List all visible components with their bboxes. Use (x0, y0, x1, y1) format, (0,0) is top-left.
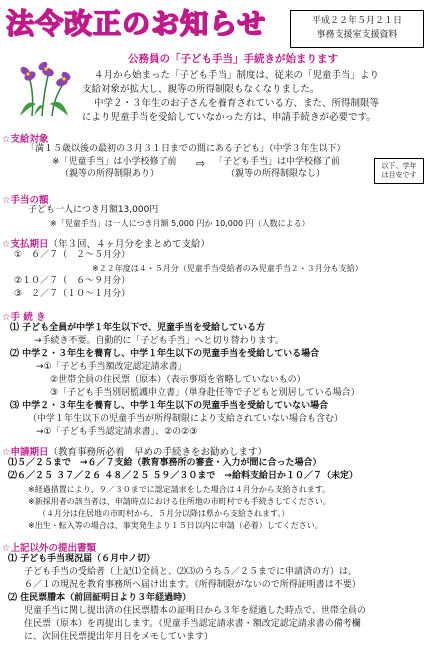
intro-line: 中学２・３年生のお子さんを養育されている方、また、所得制限等 (94, 98, 380, 109)
docs-line: 住民票（原本）を再提出します。（児童手当認定請求書・額改定認定請求書の備考欄 (24, 619, 361, 629)
payment-item: ②１０／７（ ６～９月分） (14, 276, 131, 286)
docs-item-2: ⑵ 住民票謄本（前回証明日より３年経過時） (8, 593, 192, 603)
docs-line: 児童手当に関し提出済の住民票謄本の証明日から３年を経過した時点で、世帯全員の (24, 606, 366, 616)
intro-heading: 公務員の「子ども手当」手続きが始まります (128, 53, 338, 65)
deadline-heading-note: （教育事務所必着 早めの手続きをお勧めします） (48, 447, 268, 458)
deadline-line: ⑵６／２５ ３７／２６ ４８／２５ ５９／３０まで →給料支給日か１０／７（未定） (8, 471, 358, 481)
star-icon: ☆ (2, 239, 11, 250)
section-deadline-heading: ☆申請期日（教育事務所必着 早めの手続きをお勧めします） (2, 447, 268, 458)
procedure-line: →①「子ども手当認定請求書」、②の②③ (36, 427, 198, 437)
amount-note: ※「児童手当」は一人につき月額 5,000 円か 10,000 円（人数による） (50, 219, 310, 228)
procedure-case-1: ⑴ 子ども全員が中学１年生以下で、児童手当を受給している方 (10, 323, 265, 333)
procedure-case-3: ⑶ 中学２・３年生を養育し、中学１年生以下の児童手当を受給していない場合 (10, 401, 329, 411)
issue-date: 平成２２年５月２１日 (311, 16, 402, 26)
section-procedure-heading: ☆手 続 き (2, 312, 46, 323)
intro-line: により児童手当を受給していなかった方は、申請手続きが必要です。 (82, 112, 376, 123)
target-line: 「満１５歳以後の最初の３月３１日までの間にある子ども」（中学３年生以下） (26, 144, 346, 154)
intro-line: ４月から始まった「子ども手当」制度は、従来の「児童手当」より (94, 70, 380, 81)
grade-note-box (374, 158, 424, 184)
star-icon: ☆ (2, 312, 11, 323)
payment-heading-note: （年３回、４ヶ月分をまとめて支給） (48, 239, 211, 250)
section-target-heading: ☆支給対象 (2, 134, 49, 145)
star-icon: ☆ (2, 134, 11, 145)
procedure-line: ③「子ども手当別居監護申立書」（単身赴任等で子どもと別居している場合） (50, 388, 360, 398)
procedure-line: →①「子ども手当額改定認定請求書」 (36, 362, 187, 372)
payment-item: ① ６／７（ ２～５月分） (14, 250, 131, 260)
section-docs-heading: ☆上記以外の提出書類 (2, 543, 97, 554)
star-icon: ☆ (2, 543, 11, 554)
docs-item-1: ⑴ 子ども手当現況届（６月中ノ切） (8, 554, 156, 564)
intro-line: 支給対象が拡大し、親等の所得制限もなくなりました。 (82, 84, 320, 95)
header-info-box (290, 10, 424, 48)
payment-item: ③ ２／７（１０～１月分） (14, 289, 131, 299)
deadline-note: ※出生・転入等の場合は、事実発生より１５日以内に申請（必着）してください。 (28, 521, 323, 530)
deadline-note: （４月分は住居地の市町村から、５月分以降は県から支給されます。） (38, 509, 290, 518)
target-child-allowance-new-note: （親等の所得制限なし） (226, 169, 326, 179)
procedure-line: （中学１年生以下の児童手当が所得制限により支給されていない場合も含む） (28, 414, 344, 424)
page-title: 法令改正のお知らせ (6, 7, 267, 40)
arrow-right-icon: ⇨ (196, 157, 206, 170)
issuer-org: 事務支援室支援資料 (316, 30, 398, 40)
deadline-note: ※新採用者の該当者は、申請時点における住所地の市町村でも手続きしてください。 (28, 497, 331, 506)
section-amount-heading: ☆手当の額 (2, 195, 49, 206)
target-child-allowance-old: ※「児童手当」は小学校修了前 (52, 157, 177, 167)
procedure-line: ②世帯全員の住民票（原本）（表示事項を省略していないもの） (50, 375, 306, 385)
docs-line: に、次回住民票提出年月日をメモしています） (24, 632, 214, 642)
flower-illustration (12, 46, 76, 116)
procedure-case-2: ⑵ 中学２・３年生を養育し、中学１年生以下の児童手当を受給している場合 (10, 349, 320, 359)
section-payment-heading: ☆支払期日（年３回、４ヶ月分をまとめて支給） (2, 239, 211, 250)
docs-line: 子ども手当の受給者（上記⑴全員と、⑵⑶のうち５／２５までに申請済の方）は、 (24, 567, 358, 577)
payment-note: ※２２年度は４・５月分（児童手当受給者のみ児童手当２・３月分も支給） (92, 264, 363, 273)
grade-note-line: は目安です (381, 171, 417, 179)
docs-line: ６／１の現況を教育事務所へ届け出ます。（所得制限がないので所得証明書は不要） (24, 580, 361, 590)
amount-line: 子ども一人につき月額13,000円 (28, 205, 159, 215)
deadline-line: ⑴５／２５まで →６／７支給（教育事務所の審査・入力が間に合った場合） (8, 458, 322, 468)
procedure-line: →手続き不要。自動的に「子ども手当」へと切り替わります。 (34, 336, 284, 346)
target-child-allowance-old-note: （親等の所得制限あり） (60, 169, 160, 179)
grade-note-line: 以下、学年 (381, 162, 417, 170)
target-child-allowance-new: 「子ども手当」は中学校修了前 (214, 157, 341, 167)
star-icon: ☆ (2, 195, 11, 206)
star-icon: ☆ (2, 447, 11, 458)
deadline-note: ※経過措置により、９／３０までに認定請求をした場合は４月分から支給されます。 (28, 485, 331, 494)
